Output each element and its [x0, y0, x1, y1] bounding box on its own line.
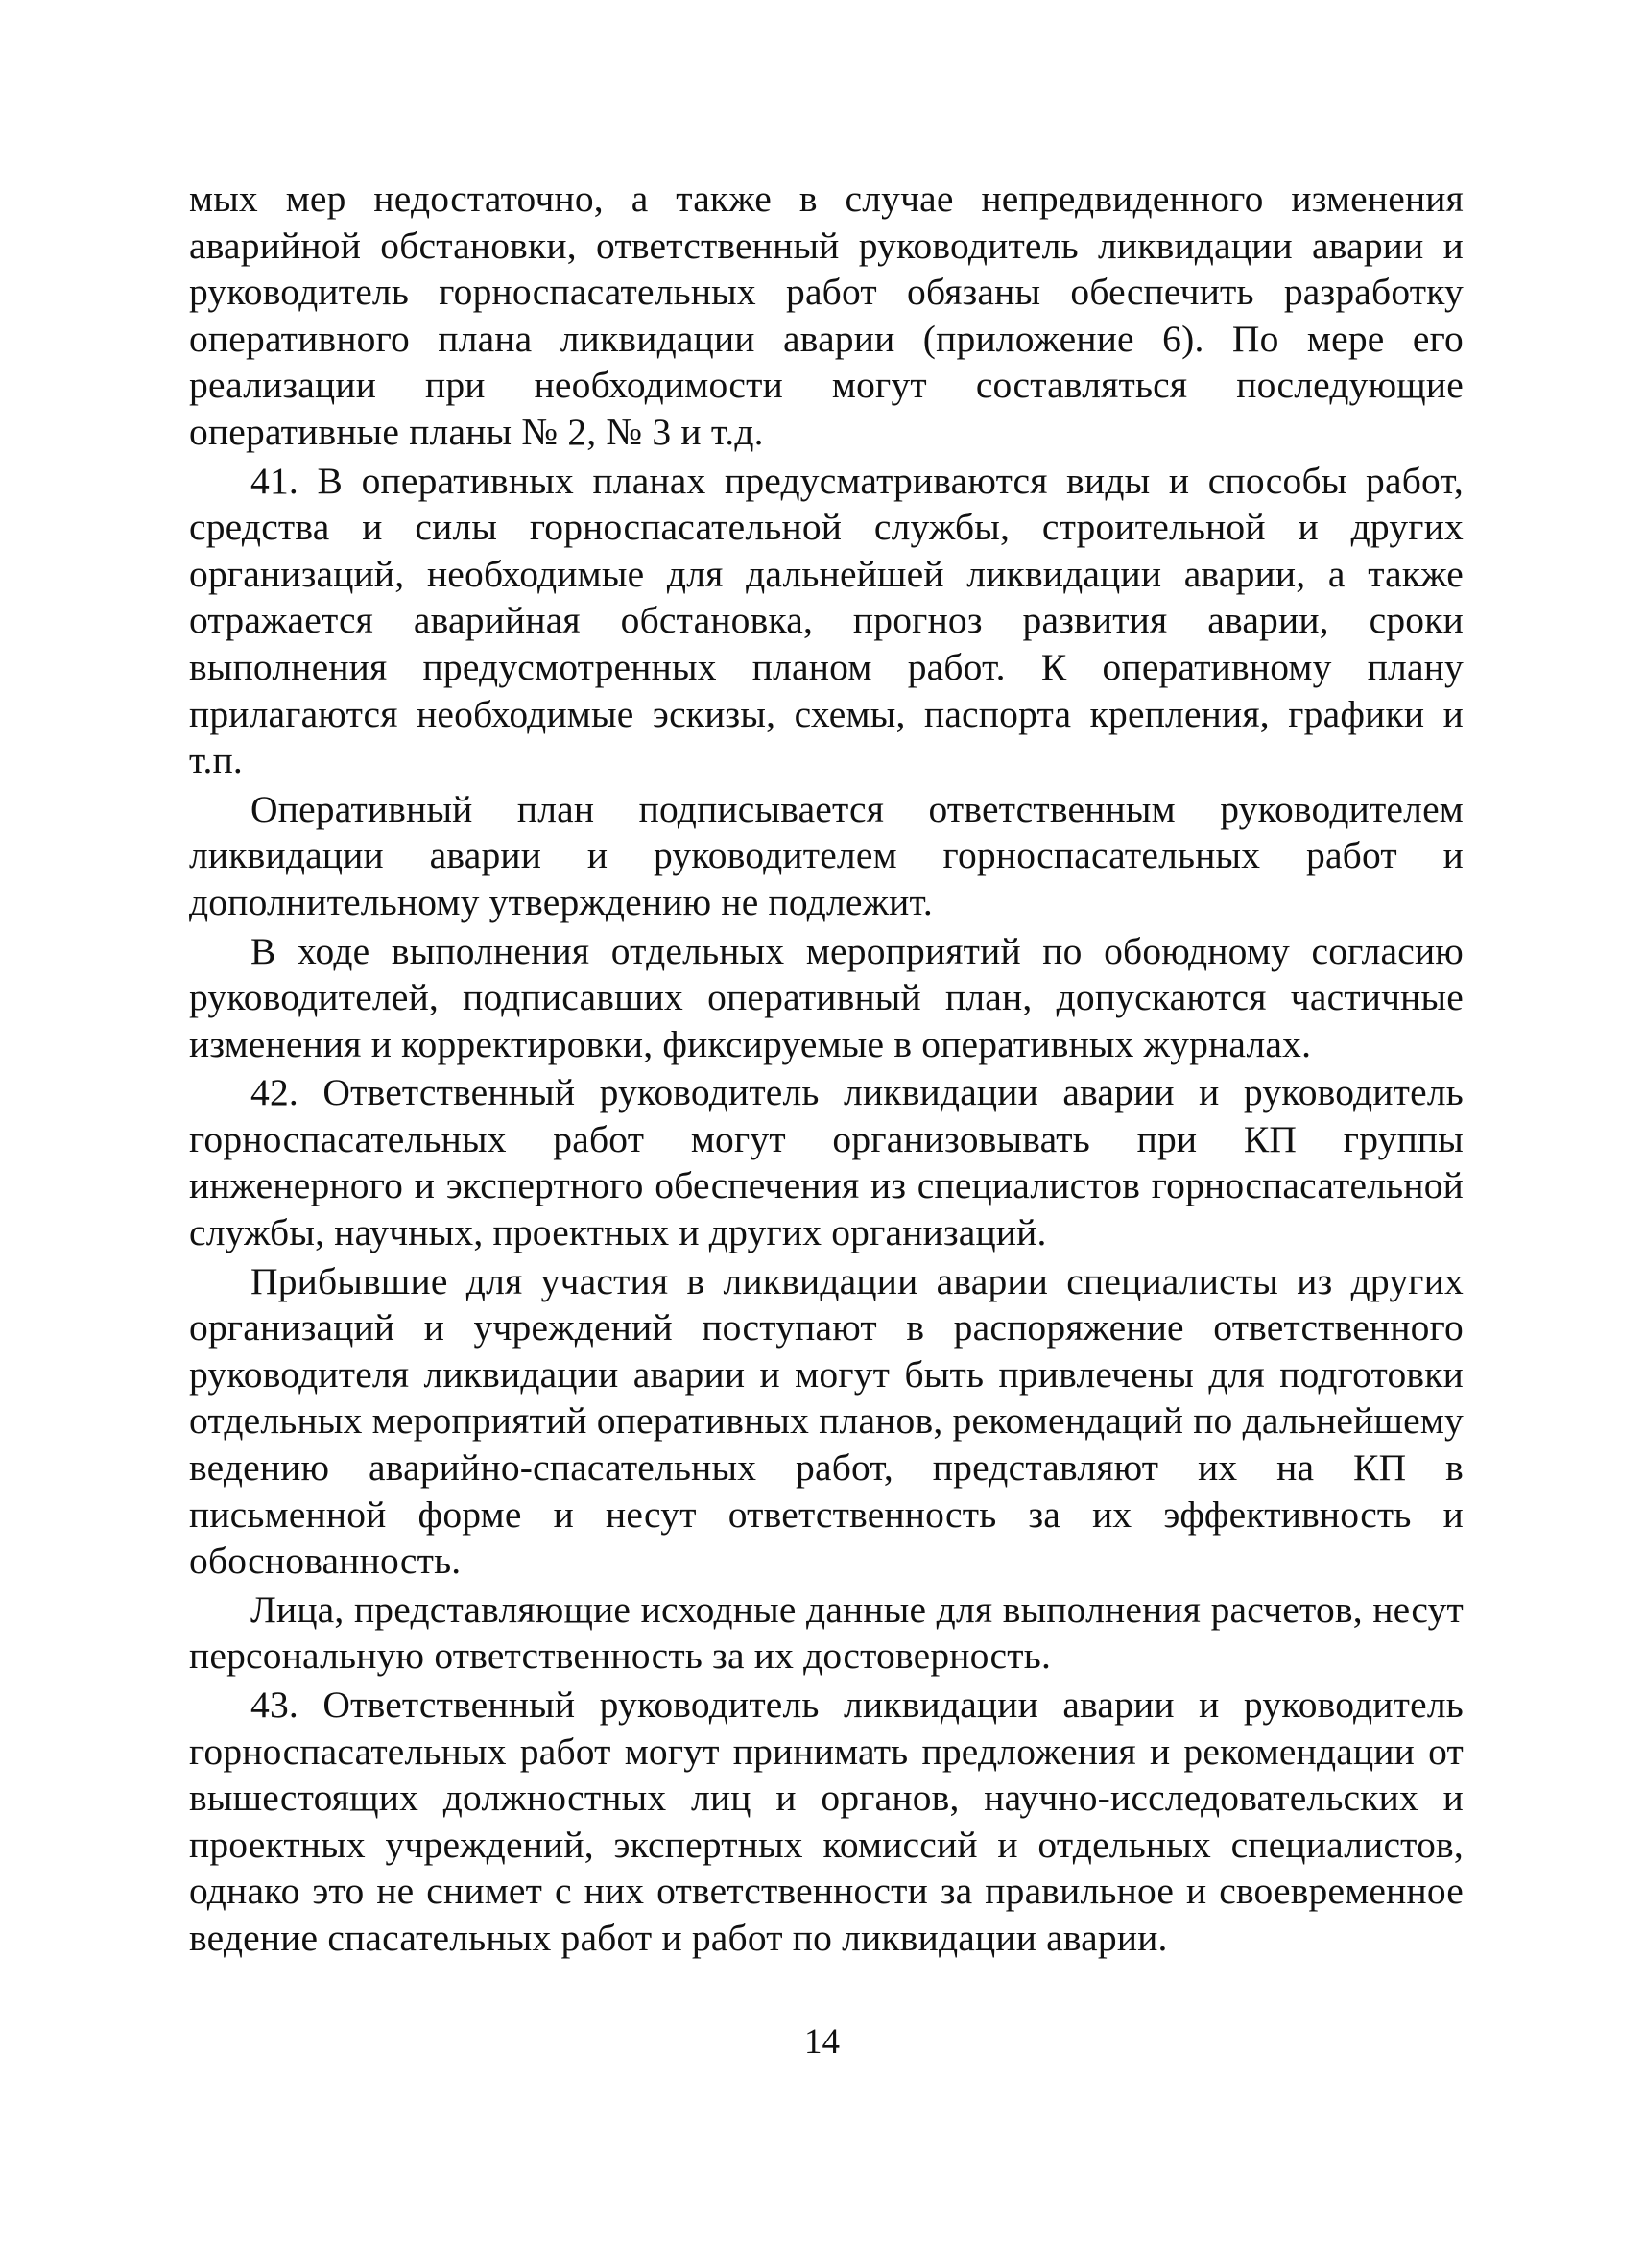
- paragraph-plan-changes: В ходе выполнения отдельных мероприятий по обоюдному согласию руководителей, подписавших оперативный план, допускаются частичные изменения и корректировки, фиксируемые в оперативных журналах.: [189, 929, 1464, 1065]
- paragraph-operational-plan-signing: Оперативный план подписывается ответственным руководителем ликвидации аварии и руководителем горноспасательных работ и дополнительному утверждению не подлежит.: [189, 787, 1464, 923]
- paragraph-data-responsibility: Лица, представляющие исходные данные для выполнения расчетов, несут персональную ответственность за их достоверность.: [189, 1588, 1464, 1678]
- page-body: [189, 176, 1464, 1964]
- paragraph-arriving-specialists: Прибывшие для участия в ликвидации аварии специалисты из других организаций и учреждений поступают в распоряжение ответственного руководителя ликвидации аварии и могут быть привлечены для подготовки отдельных мероприятий оперативных планов, рекомендаций по дальнейшему ведению аварийно-спасательных работ, представляют их на КП в письменной форме и несут ответственность за их эффективность и обоснованность.: [189, 1259, 1464, 1583]
- page-number: 14: [804, 2022, 840, 2062]
- paragraph-42: 42. Ответственный руководитель ликвидации аварии и руководитель горноспасательных работ могут организовывать при КП группы инженерного и экспертного обеспечения из специалистов горноспасательной службы, научных, проектных и других организаций.: [189, 1071, 1464, 1254]
- paragraph-43: 43. Ответственный руководитель ликвидации аварии и руководитель горноспасательных работ могут принимать предложения и рекомендации от вышестоящих должностных лиц и органов, научно-исследовательских и проектных учреждений, экспертных комиссий и отдельных специалистов, однако это не снимет с них ответственности за правильное и своевременное ведение спасательных работ и работ по ликвидации аварии.: [189, 1683, 1464, 1959]
- paragraph-41: 41. В оперативных планах предусматриваются виды и способы работ, средства и силы горноспасательной службы, строительной и других организаций, необходимые для дальнейшей ликвидации аварии, а также отражается аварийная обстановка, прогноз развития аварии, сроки выполнения предусмотренных планом работ. К оперативному плану прилагаются необходимые эскизы, схемы, паспорта крепления, графики и т.п.: [189, 459, 1464, 782]
- paragraph-continuation: мых мер недостаточно, а также в случае непредвиденного изменения аварийной обстановки, ответственный руководитель ликвидации аварии и руководитель горноспасательных работ обязаны обеспечить разработку оперативного плана ликвидации аварии (приложение 6). По мере его реализации при необходимости могут составляться последующие оперативные планы № 2, № 3 и т.д.: [189, 178, 1464, 453]
